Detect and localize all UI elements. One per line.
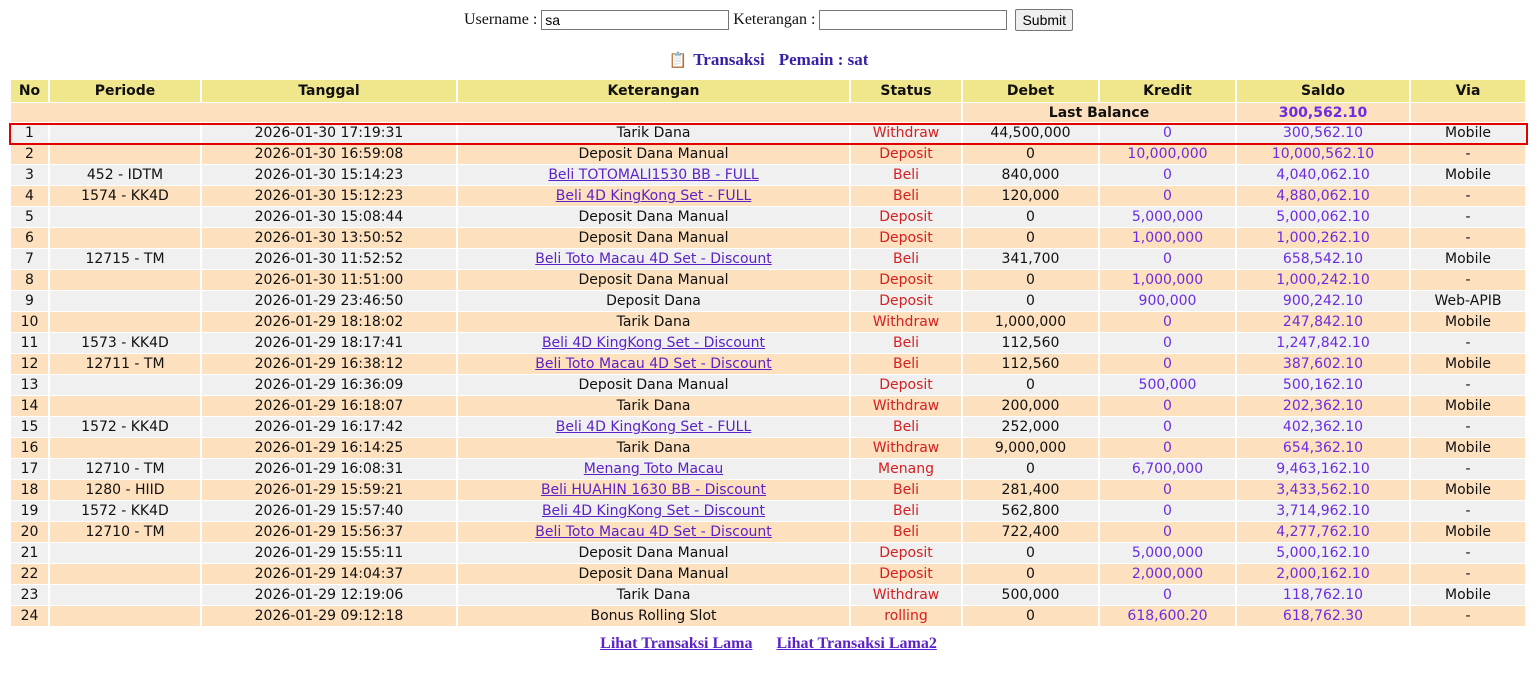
cell-status: Beli [851, 417, 961, 438]
cell-periode [50, 144, 200, 165]
cell-via: - [1411, 333, 1525, 354]
lihat-transaksi-lama2-link[interactable]: Lihat Transaksi Lama2 [776, 635, 937, 652]
cell-periode: 12711 - TM [50, 354, 200, 375]
cell-via: - [1411, 501, 1525, 522]
search-form [0, 0, 1537, 40]
title-transaksi: Transaksi [693, 50, 765, 69]
cell-via: - [1411, 144, 1525, 165]
table-row [11, 249, 1525, 270]
cell-keterangan: Bonus Rolling Slot [458, 606, 849, 627]
cell-kredit: 5,000,000 [1100, 543, 1235, 564]
cell-kredit: 0 [1100, 417, 1235, 438]
cell-kredit: 10,000,000 [1100, 144, 1235, 165]
cell-saldo: 387,602.10 [1237, 354, 1409, 375]
cell-via: Mobile [1411, 249, 1525, 270]
keterangan-label: Keterangan : [733, 11, 816, 28]
cell-keterangan [458, 417, 849, 438]
cell-keterangan [458, 186, 849, 207]
cell-periode [50, 228, 200, 249]
username-input[interactable] [541, 10, 729, 30]
cell-keterangan [458, 459, 849, 480]
cell-tanggal: 2026-01-30 11:52:52 [202, 249, 456, 270]
cell-periode [50, 312, 200, 333]
cell-tanggal: 2026-01-29 18:17:41 [202, 333, 456, 354]
keterangan-link[interactable]: Beli 4D KingKong Set - FULL [555, 419, 752, 435]
keterangan-link[interactable]: Beli Toto Macau 4D Set - Discount [535, 251, 772, 267]
cell-saldo: 9,463,162.10 [1237, 459, 1409, 480]
cell-saldo: 3,714,962.10 [1237, 501, 1409, 522]
cell-via: Mobile [1411, 438, 1525, 459]
cell-status: Deposit [851, 228, 961, 249]
cell-kredit: 0 [1100, 312, 1235, 333]
col-keterangan: Keterangan [458, 80, 849, 103]
cell-via: - [1411, 459, 1525, 480]
cell-kredit: 0 [1100, 249, 1235, 270]
cell-no: 14 [11, 396, 48, 417]
table-row [11, 585, 1525, 606]
cell-via: - [1411, 207, 1525, 228]
cell-via: - [1411, 417, 1525, 438]
cell-status: Deposit [851, 375, 961, 396]
cell-debet: 0 [963, 228, 1098, 249]
cell-status: Beli [851, 501, 961, 522]
cell-saldo: 4,880,062.10 [1237, 186, 1409, 207]
cell-debet: 200,000 [963, 396, 1098, 417]
cell-saldo: 2,000,162.10 [1237, 564, 1409, 585]
cell-tanggal: 2026-01-30 15:12:23 [202, 186, 456, 207]
col-tanggal: Tanggal [202, 80, 456, 103]
table-row [11, 312, 1525, 333]
cell-debet: 722,400 [963, 522, 1098, 543]
cell-no: 6 [11, 228, 48, 249]
table-row [11, 291, 1525, 312]
cell-saldo: 1,247,842.10 [1237, 333, 1409, 354]
cell-via: - [1411, 270, 1525, 291]
col-periode: Periode [50, 80, 200, 103]
cell-keterangan: Tarik Dana [458, 396, 849, 417]
cell-debet: 44,500,000 [963, 123, 1098, 144]
cell-kredit: 0 [1100, 333, 1235, 354]
cell-no: 24 [11, 606, 48, 627]
cell-via: - [1411, 228, 1525, 249]
cell-kredit: 0 [1100, 123, 1235, 144]
cell-periode: 1573 - KK4D [50, 333, 200, 354]
cell-no: 9 [11, 291, 48, 312]
cell-keterangan [458, 501, 849, 522]
cell-periode [50, 291, 200, 312]
cell-no: 21 [11, 543, 48, 564]
cell-periode [50, 207, 200, 228]
table-row [11, 459, 1525, 480]
cell-tanggal: 2026-01-29 16:14:25 [202, 438, 456, 459]
cell-tanggal: 2026-01-30 16:59:08 [202, 144, 456, 165]
transaction-table [9, 80, 1527, 627]
cell-via: Mobile [1411, 312, 1525, 333]
cell-tanggal: 2026-01-29 12:19:06 [202, 585, 456, 606]
cell-debet: 341,700 [963, 249, 1098, 270]
cell-saldo: 1,000,242.10 [1237, 270, 1409, 291]
cell-status: Withdraw [851, 312, 961, 333]
cell-keterangan: Tarik Dana [458, 312, 849, 333]
col-no: No [11, 80, 48, 103]
cell-status: Withdraw [851, 585, 961, 606]
cell-tanggal: 2026-01-29 16:38:12 [202, 354, 456, 375]
cell-periode: 12715 - TM [50, 249, 200, 270]
cell-status: Deposit [851, 270, 961, 291]
keterangan-link[interactable]: Beli 4D KingKong Set - Discount [541, 335, 766, 351]
cell-debet: 281,400 [963, 480, 1098, 501]
lihat-transaksi-lama-link[interactable]: Lihat Transaksi Lama [600, 635, 753, 652]
cell-periode: 12710 - TM [50, 459, 200, 480]
cell-periode [50, 270, 200, 291]
keterangan-link[interactable]: Beli HUAHIN 1630 BB - Discount [540, 482, 767, 498]
col-saldo: Saldo [1237, 80, 1409, 103]
cell-saldo: 1,000,262.10 [1237, 228, 1409, 249]
cell-no: 15 [11, 417, 48, 438]
cell-status: Beli [851, 522, 961, 543]
cell-saldo: 654,362.10 [1237, 438, 1409, 459]
cell-periode: 1280 - HIID [50, 480, 200, 501]
cell-via: Mobile [1411, 585, 1525, 606]
cell-keterangan [458, 480, 849, 501]
cell-keterangan [458, 165, 849, 186]
cell-status: Deposit [851, 291, 961, 312]
cell-kredit: 6,700,000 [1100, 459, 1235, 480]
cell-debet: 0 [963, 291, 1098, 312]
cell-tanggal: 2026-01-29 18:18:02 [202, 312, 456, 333]
cell-kredit: 500,000 [1100, 375, 1235, 396]
cell-kredit: 0 [1100, 186, 1235, 207]
cell-kredit: 0 [1100, 501, 1235, 522]
page-title [0, 40, 1537, 80]
cell-keterangan: Deposit Dana Manual [458, 228, 849, 249]
cell-via: Mobile [1411, 123, 1525, 144]
cell-keterangan: Deposit Dana Manual [458, 207, 849, 228]
keterangan-link[interactable]: Beli Toto Macau 4D Set - Discount [535, 356, 772, 372]
cell-periode: 452 - IDTM [50, 165, 200, 186]
cell-debet: 0 [963, 207, 1098, 228]
cell-kredit: 0 [1100, 522, 1235, 543]
cell-kredit: 0 [1100, 354, 1235, 375]
cell-tanggal: 2026-01-30 11:51:00 [202, 270, 456, 291]
table-row [11, 438, 1525, 459]
keterangan-link[interactable]: Beli Toto Macau 4D Set - Discount [535, 524, 772, 540]
cell-kredit: 900,000 [1100, 291, 1235, 312]
col-debet: Debet [963, 80, 1098, 103]
cell-debet: 0 [963, 459, 1098, 480]
cell-kredit: 1,000,000 [1100, 228, 1235, 249]
cell-debet: 252,000 [963, 417, 1098, 438]
cell-tanggal: 2026-01-29 16:36:09 [202, 375, 456, 396]
cell-debet: 9,000,000 [963, 438, 1098, 459]
cell-debet: 0 [963, 270, 1098, 291]
cell-tanggal: 2026-01-29 16:17:42 [202, 417, 456, 438]
submit-button[interactable]: Submit [1015, 9, 1073, 31]
col-kredit: Kredit [1100, 80, 1235, 103]
cell-kredit: 5,000,000 [1100, 207, 1235, 228]
cell-no: 19 [11, 501, 48, 522]
cell-periode [50, 543, 200, 564]
cell-saldo: 10,000,562.10 [1237, 144, 1409, 165]
table-row [11, 354, 1525, 375]
cell-debet: 0 [963, 543, 1098, 564]
cell-via: - [1411, 186, 1525, 207]
cell-debet: 1,000,000 [963, 312, 1098, 333]
cell-status: Deposit [851, 564, 961, 585]
cell-tanggal: 2026-01-29 09:12:18 [202, 606, 456, 627]
cell-debet: 500,000 [963, 585, 1098, 606]
cell-status: Withdraw [851, 123, 961, 144]
cell-status: Menang [851, 459, 961, 480]
cell-tanggal: 2026-01-29 14:04:37 [202, 564, 456, 585]
cell-saldo: 247,842.10 [1237, 312, 1409, 333]
table-row [11, 144, 1525, 165]
table-row [11, 333, 1525, 354]
cell-saldo: 300,562.10 [1237, 123, 1409, 144]
cell-tanggal: 2026-01-29 23:46:50 [202, 291, 456, 312]
cell-keterangan [458, 333, 849, 354]
cell-kredit: 0 [1100, 480, 1235, 501]
cell-no: 3 [11, 165, 48, 186]
cell-keterangan: Deposit Dana [458, 291, 849, 312]
cell-tanggal: 2026-01-29 15:57:40 [202, 501, 456, 522]
table-row [11, 186, 1525, 207]
table-header [11, 80, 1525, 103]
cell-via: Mobile [1411, 396, 1525, 417]
keterangan-link[interactable]: Beli TOTOMALI1530 BB - FULL [548, 167, 759, 183]
cell-tanggal: 2026-01-29 15:56:37 [202, 522, 456, 543]
table-row [11, 123, 1525, 144]
table-row [11, 375, 1525, 396]
table-row [11, 270, 1525, 291]
cell-saldo: 5,000,162.10 [1237, 543, 1409, 564]
cell-keterangan: Tarik Dana [458, 123, 849, 144]
cell-via: Web-APIB [1411, 291, 1525, 312]
cell-no: 20 [11, 522, 48, 543]
cell-saldo: 658,542.10 [1237, 249, 1409, 270]
cell-debet: 112,560 [963, 354, 1098, 375]
cell-tanggal: 2026-01-30 17:19:31 [202, 123, 456, 144]
col-via: Via [1411, 80, 1525, 103]
cell-periode: 12710 - TM [50, 522, 200, 543]
cell-no: 7 [11, 249, 48, 270]
table-row [11, 564, 1525, 585]
cell-via: - [1411, 606, 1525, 627]
cell-keterangan [458, 354, 849, 375]
table-row [11, 606, 1525, 627]
cell-periode [50, 375, 200, 396]
keterangan-link[interactable]: Menang Toto Macau [583, 461, 724, 477]
username-label: Username : [463, 11, 538, 28]
last-balance-label: Last Balance [963, 103, 1235, 123]
cell-periode [50, 123, 200, 144]
cell-periode [50, 564, 200, 585]
cell-no: 1 [11, 123, 48, 144]
cell-saldo: 900,242.10 [1237, 291, 1409, 312]
cell-no: 13 [11, 375, 48, 396]
cell-keterangan: Tarik Dana [458, 585, 849, 606]
cell-periode [50, 396, 200, 417]
cell-saldo: 118,762.10 [1237, 585, 1409, 606]
table-row [11, 228, 1525, 249]
cell-debet: 120,000 [963, 186, 1098, 207]
cell-no: 4 [11, 186, 48, 207]
table-row [11, 522, 1525, 543]
cell-tanggal: 2026-01-29 16:18:07 [202, 396, 456, 417]
footer-links [0, 635, 1537, 653]
cell-saldo: 3,433,562.10 [1237, 480, 1409, 501]
cell-via: - [1411, 375, 1525, 396]
cell-periode: 1574 - KK4D [50, 186, 200, 207]
cell-status: Beli [851, 165, 961, 186]
cell-tanggal: 2026-01-29 15:59:21 [202, 480, 456, 501]
cell-kredit: 0 [1100, 438, 1235, 459]
cell-no: 23 [11, 585, 48, 606]
cell-via: Mobile [1411, 522, 1525, 543]
cell-keterangan: Deposit Dana Manual [458, 375, 849, 396]
cell-no: 10 [11, 312, 48, 333]
cell-periode [50, 585, 200, 606]
cell-tanggal: 2026-01-30 15:14:23 [202, 165, 456, 186]
table-row [11, 165, 1525, 186]
document-icon: 📋 [668, 52, 688, 69]
table-row [11, 417, 1525, 438]
cell-tanggal: 2026-01-30 15:08:44 [202, 207, 456, 228]
keterangan-input[interactable] [819, 10, 1007, 30]
cell-status: Beli [851, 186, 961, 207]
keterangan-link[interactable]: Beli 4D KingKong Set - FULL [555, 188, 752, 204]
cell-no: 17 [11, 459, 48, 480]
cell-keterangan: Deposit Dana Manual [458, 543, 849, 564]
cell-debet: 0 [963, 375, 1098, 396]
cell-keterangan [458, 249, 849, 270]
cell-debet: 562,800 [963, 501, 1098, 522]
cell-tanggal: 2026-01-29 16:08:31 [202, 459, 456, 480]
cell-keterangan: Tarik Dana [458, 438, 849, 459]
cell-via: - [1411, 564, 1525, 585]
cell-status: Beli [851, 354, 961, 375]
cell-keterangan: Deposit Dana Manual [458, 144, 849, 165]
cell-status: rolling [851, 606, 961, 627]
table-row [11, 543, 1525, 564]
table-row [11, 501, 1525, 522]
col-status: Status [851, 80, 961, 103]
cell-keterangan: Deposit Dana Manual [458, 564, 849, 585]
cell-no: 8 [11, 270, 48, 291]
cell-no: 16 [11, 438, 48, 459]
cell-status: Beli [851, 249, 961, 270]
cell-periode [50, 438, 200, 459]
cell-saldo: 618,762.30 [1237, 606, 1409, 627]
cell-periode [50, 606, 200, 627]
cell-status: Withdraw [851, 396, 961, 417]
cell-saldo: 4,277,762.10 [1237, 522, 1409, 543]
table-row [11, 396, 1525, 417]
cell-tanggal: 2026-01-29 15:55:11 [202, 543, 456, 564]
cell-no: 5 [11, 207, 48, 228]
cell-kredit: 0 [1100, 165, 1235, 186]
last-balance-value: 300,562.10 [1237, 103, 1409, 123]
cell-status: Deposit [851, 144, 961, 165]
cell-tanggal: 2026-01-30 13:50:52 [202, 228, 456, 249]
cell-via: - [1411, 543, 1525, 564]
cell-kredit: 2,000,000 [1100, 564, 1235, 585]
cell-keterangan: Deposit Dana Manual [458, 270, 849, 291]
cell-kredit: 0 [1100, 396, 1235, 417]
cell-debet: 0 [963, 606, 1098, 627]
cell-no: 18 [11, 480, 48, 501]
cell-status: Beli [851, 480, 961, 501]
table-row [11, 207, 1525, 228]
cell-debet: 0 [963, 144, 1098, 165]
cell-status: Withdraw [851, 438, 961, 459]
keterangan-link[interactable]: Beli 4D KingKong Set - Discount [541, 503, 766, 519]
cell-periode: 1572 - KK4D [50, 417, 200, 438]
cell-status: Deposit [851, 207, 961, 228]
cell-debet: 112,560 [963, 333, 1098, 354]
cell-saldo: 4,040,062.10 [1237, 165, 1409, 186]
cell-no: 2 [11, 144, 48, 165]
title-pemain: Pemain : sat [778, 50, 869, 69]
cell-kredit: 618,600.20 [1100, 606, 1235, 627]
cell-periode: 1572 - KK4D [50, 501, 200, 522]
cell-keterangan [458, 522, 849, 543]
cell-via: Mobile [1411, 354, 1525, 375]
cell-no: 11 [11, 333, 48, 354]
cell-status: Beli [851, 333, 961, 354]
cell-status: Deposit [851, 543, 961, 564]
cell-debet: 840,000 [963, 165, 1098, 186]
last-balance-row [11, 103, 1525, 123]
cell-via: Mobile [1411, 480, 1525, 501]
cell-saldo: 402,362.10 [1237, 417, 1409, 438]
cell-kredit: 0 [1100, 585, 1235, 606]
cell-saldo: 202,362.10 [1237, 396, 1409, 417]
cell-kredit: 1,000,000 [1100, 270, 1235, 291]
cell-no: 12 [11, 354, 48, 375]
cell-saldo: 5,000,062.10 [1237, 207, 1409, 228]
cell-via: Mobile [1411, 165, 1525, 186]
cell-debet: 0 [963, 564, 1098, 585]
cell-saldo: 500,162.10 [1237, 375, 1409, 396]
cell-no: 22 [11, 564, 48, 585]
table-row [11, 480, 1525, 501]
